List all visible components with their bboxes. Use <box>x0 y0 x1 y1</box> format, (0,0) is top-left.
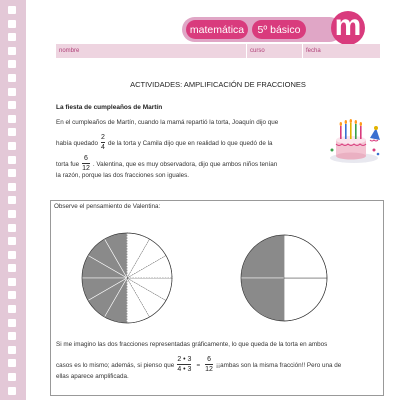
fraction-denominator: 12 <box>82 164 90 172</box>
empty-slice <box>284 278 327 321</box>
binder-hole <box>8 142 16 150</box>
binder-hole <box>8 373 16 381</box>
binder-hole <box>8 6 16 14</box>
paragraph-line-2-a: había quedado <box>56 139 99 147</box>
box-line-2 <box>56 357 376 374</box>
fraction-denominator: 4 • 3 <box>177 365 192 373</box>
fraction-bar <box>205 364 213 365</box>
brand-logo: m <box>331 11 365 45</box>
left-decorative-strip <box>0 0 26 400</box>
nombre-field[interactable]: nombre <box>59 48 80 54</box>
binder-hole <box>8 183 16 191</box>
binder-hole <box>8 237 16 245</box>
subject-badge: matemática <box>186 20 248 39</box>
binder-hole <box>8 169 16 177</box>
binder-hole <box>8 20 16 28</box>
circle-twelfths <box>81 232 173 324</box>
paragraph-line-1: En el cumpleaños de Martín, cuando la mamá repartió la torta, Joaquín dijo que <box>56 119 279 126</box>
fraction-amplified <box>177 356 191 373</box>
grade-badge: 5º básico <box>252 20 306 39</box>
fraction-bar <box>101 142 105 143</box>
birthday-cake-illustration <box>326 114 382 164</box>
binder-hole <box>8 264 16 272</box>
circle-quarters <box>240 234 328 322</box>
binder-hole <box>8 128 16 136</box>
equals-sign: = <box>196 361 201 369</box>
paragraph-line-4: la razón, porque las dos fracciones son iguales. <box>56 172 190 179</box>
box-line-3: ellas aparece amplificada. <box>56 373 129 380</box>
binder-holes <box>8 6 16 400</box>
binder-hole <box>8 224 16 232</box>
box-heading: Observe el pensamiento de Valentina: <box>54 203 161 210</box>
binder-hole <box>8 101 16 109</box>
student-info-bar <box>56 44 380 58</box>
binder-hole <box>8 387 16 395</box>
fraction-numerator: 6 <box>207 356 211 363</box>
box-line-2-a: casos es lo mismo; además, si pienso que <box>56 361 175 369</box>
paragraph-line-3-a: torta fue <box>56 160 80 168</box>
paragraph-line-2 <box>56 135 340 152</box>
paragraph-line-3-b: . Valentina, que es muy observadora, dijo que ambos niños tenían <box>92 160 278 168</box>
binder-hole <box>8 210 16 218</box>
binder-hole <box>8 115 16 123</box>
empty-slice <box>284 235 327 278</box>
binder-hole <box>8 319 16 327</box>
binder-hole <box>8 60 16 68</box>
fraction-denominator: 12 <box>205 365 213 373</box>
fraction-numerator: 6 <box>84 155 88 162</box>
paragraph-line-2-b: de la torta y Camila dijo que en realidad lo que quedó de la <box>107 139 273 147</box>
binder-hole <box>8 47 16 55</box>
fraction-denominator: 4 <box>101 143 105 151</box>
binder-hole <box>8 196 16 204</box>
box-line-1: Si me imagino las dos fracciones representadas gráficamente, lo que queda de la torta en ambos <box>56 341 328 348</box>
binder-hole <box>8 332 16 340</box>
binder-hole <box>8 346 16 354</box>
binder-hole <box>8 278 16 286</box>
shaded-slice <box>241 235 284 278</box>
fraction-bar <box>82 163 90 164</box>
fraction-result <box>205 356 213 373</box>
fraction-numerator: 2 <box>101 134 105 141</box>
fraction-numerator: 2 • 3 <box>177 356 192 363</box>
binder-hole <box>8 88 16 96</box>
binder-hole <box>8 74 16 82</box>
binder-hole <box>8 291 16 299</box>
binder-hole <box>8 305 16 313</box>
fecha-field[interactable]: fecha <box>302 44 380 58</box>
binder-hole <box>8 359 16 367</box>
fraction-2-4 <box>101 134 105 151</box>
binder-hole <box>8 251 16 259</box>
curso-field[interactable]: curso <box>246 44 302 58</box>
binder-hole <box>8 33 16 41</box>
box-line-2-c: ¡¡ambas son la misma fracción!! Pero una de <box>215 361 342 369</box>
page-title: ACTIVIDADES: AMPLIFICACIÓN DE FRACCIONES <box>130 80 306 89</box>
paragraph-line-3 <box>56 156 340 173</box>
section-title: La fiesta de cumpleaños de Martín <box>56 104 163 111</box>
shaded-slice <box>241 278 284 321</box>
fraction-bar <box>177 364 191 365</box>
binder-hole <box>8 156 16 164</box>
fraction-6-12 <box>82 155 90 172</box>
